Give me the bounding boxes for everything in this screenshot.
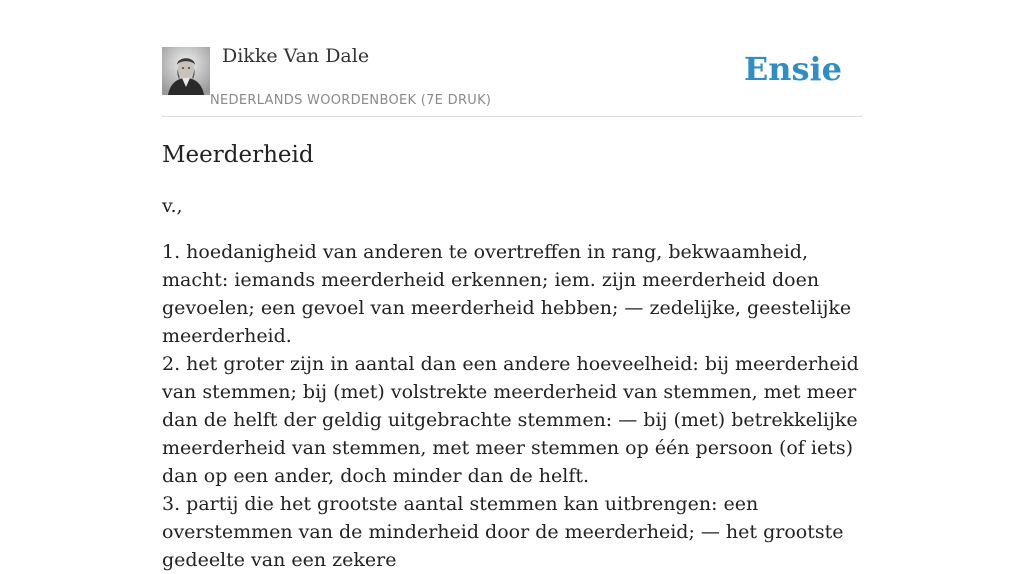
definition-list [162, 238, 862, 574]
entry-term: Meerderheid [162, 142, 314, 168]
author-avatar [162, 47, 210, 95]
entry-content [162, 140, 862, 574]
site-header [162, 0, 862, 117]
definition-item: 3. partij die het grootste aantal stemmen kan uitbrengen: een overstemmen van de minderheid door de meerderheid; — het grootste gedeelte van een zekere [162, 493, 844, 571]
portrait-image [162, 47, 210, 95]
part-of-speech: v., [162, 195, 183, 217]
author-name[interactable]: Dikke Van Dale [222, 45, 370, 67]
ensie-logo-link[interactable]: Ensie [743, 50, 842, 88]
dictionary-source[interactable]: NEDERLANDS WOORDENBOEK (7E DRUK) [210, 93, 492, 108]
definition-item: 1. hoedanigheid van anderen te overtreffen in rang, bekwaamheid, macht: iemands meerderheid erkennen; iem. zijn meerderheid doen gevoelen; een gevoel van meerderheid hebben; — zedelijke, geestelijke meerderheid. [162, 241, 852, 347]
definition-item: 2. het groter zijn in aantal dan een andere hoeveelheid: bij meerderheid van stemmen; bij (met) volstrekte meerderheid van stemmen, met meer dan de helft der geldig uitgebrachte stemmen: — bij (met) betrekkelijke meerderheid van stemmen, met meer stemmen op één persoon (of iets) dan op een ander, doch minder dan de helft. [162, 353, 859, 487]
